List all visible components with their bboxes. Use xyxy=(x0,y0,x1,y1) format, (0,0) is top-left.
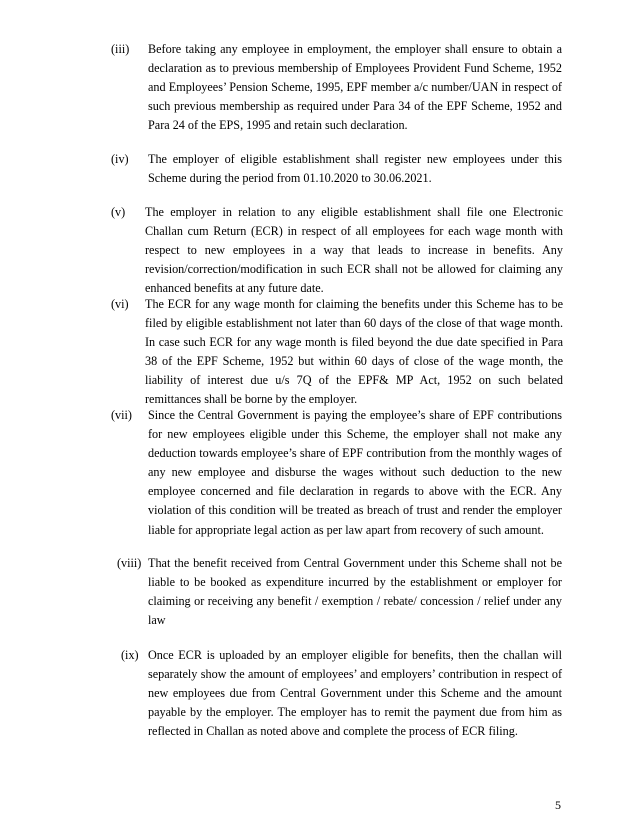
clause-number: (vii) xyxy=(111,408,132,422)
clause-text: That the benefit received from Central Government under this Scheme shall not be liable to be booked as expenditure incurred by the establishment or employer for claiming or receiving any benefit / exemption / rebate/ concession / relief under any law xyxy=(148,556,562,628)
clause-text: Before taking any employee in employment, the employer shall ensure to obtain a declaration as to previous membership of Employees Provident Fund Scheme, 1952 and Employees’ Pension Scheme, 1995, EPF member a/c number/UAN in respect of such previous membership as required under Para 34 of the EPF Scheme, 1952 and Para 24 of the EPS, 1995 and retain such declaration. xyxy=(148,42,562,133)
clause-text: The ECR for any wage month for claiming the benefits under this Scheme has to be filed by eligible establishment not later than 60 days of the close of that wage month. In case such ECR for any wage month is filed beyond the due date specified in Para 38 of the EPF Scheme, 1952 but within 60 days of close of the wage month, the liability of interest due u/s 7Q of the EPF& MP Act, 1952 on such belated remittances shall be borne by the employer. xyxy=(145,297,563,407)
clause-text: The employer of eligible establishment shall register new employees under this Scheme during the period from 01.10.2020 to 30.06.2021. xyxy=(148,152,562,186)
clause-number: (ix) xyxy=(121,648,139,662)
page-number: 5 xyxy=(555,798,561,812)
clause-text: Once ECR is uploaded by an employer eligible for benefits, then the challan will separately show the amount of employees’ and employers’ contribution in respect of new employees due from Central Government under this Scheme and the amount payable by the employer. The employer has to remit the payment due from him as reflected in Challan as noted above and complete the process of ECR filing. xyxy=(148,648,562,739)
clause-number: (v) xyxy=(111,205,126,219)
clause-number: (iv) xyxy=(111,152,129,166)
clause-text: The employer in relation to any eligible establishment shall file one Electronic Challan cum Return (ECR) in respect of all employees for each wage month with respect to new employees in a way that leads to increase in benefits. Any revision/correction/modification in such ECR shall not be allowed for claiming any enhanced benefits at any future date. xyxy=(145,205,563,296)
clause-number: (vi) xyxy=(111,297,129,311)
clause-number: (viii) xyxy=(117,556,142,570)
clause-text: Since the Central Government is paying the employee’s share of EPF contributions for new employees eligible under this Scheme, the employer shall not make any deduction towards employee’s share of EPF contribution from the monthly wages of any new employee and disburse the wages without such deduction to the new employee concerned and file declaration in regards to above with the ECR. Any violation of this condition will be treated as breach of trust and render the employer liable for appropriate legal action as per law apart from recovery of such amount. xyxy=(148,408,562,537)
clause-number: (iii) xyxy=(111,42,130,56)
